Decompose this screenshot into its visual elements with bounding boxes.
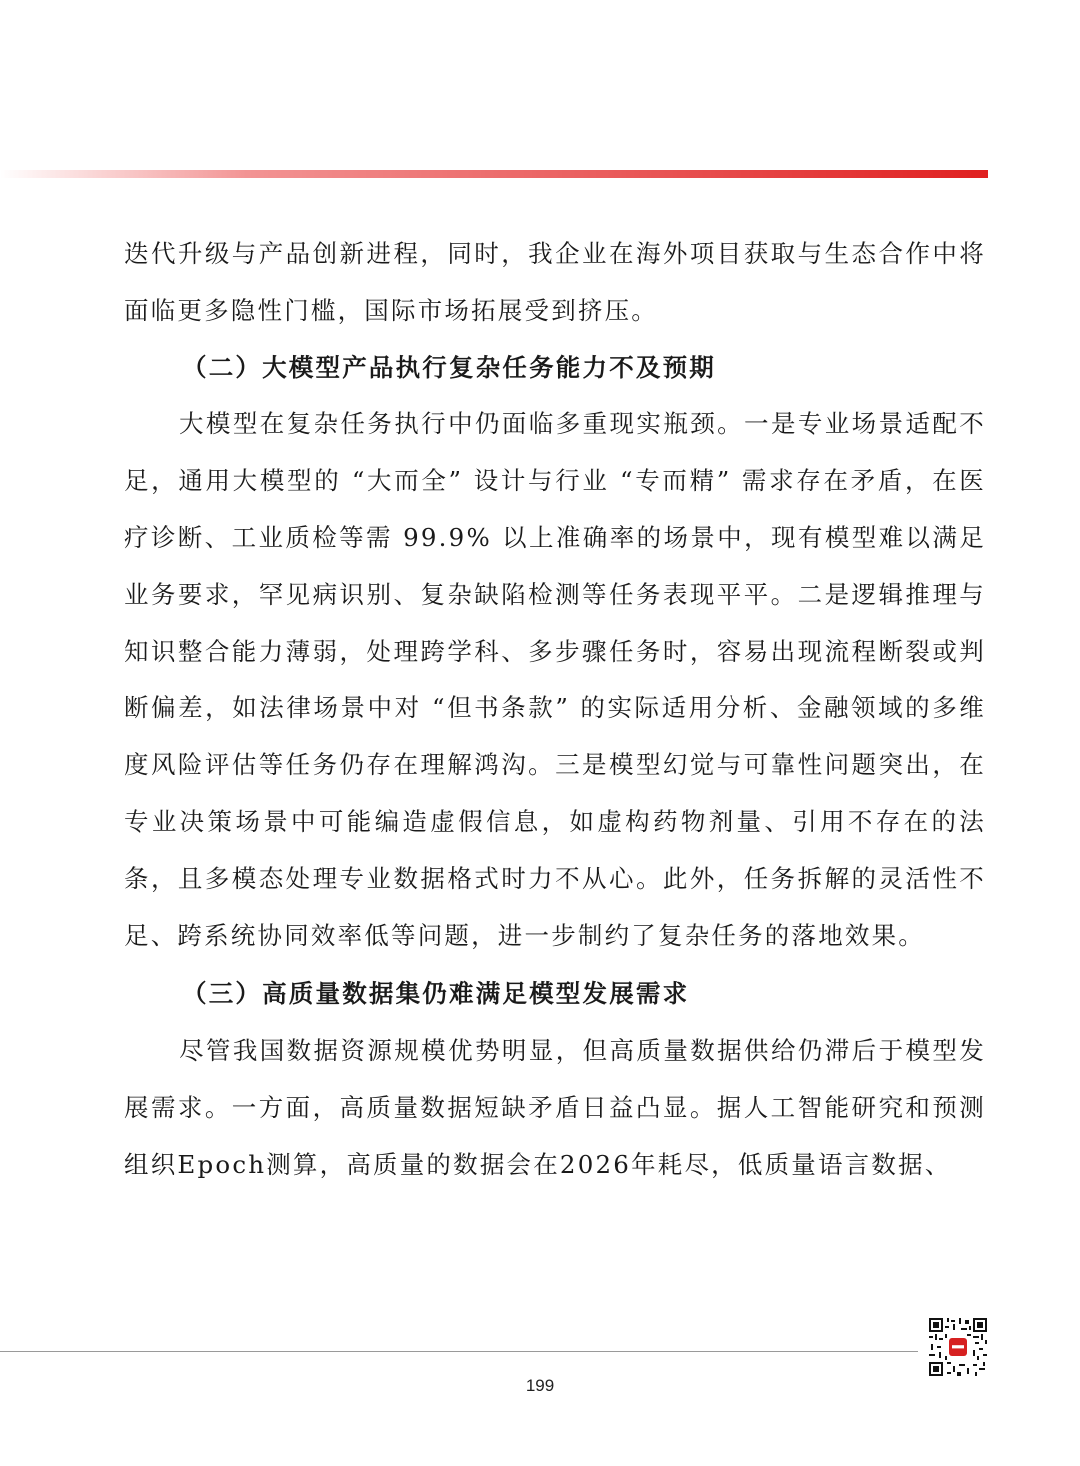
qr-code-icon xyxy=(929,1318,987,1376)
section-heading-3: （三）高质量数据集仍难满足模型发展需求 xyxy=(182,979,690,1009)
paragraph-section-3: 尽管我国数据资源规模优势明显，但高质量数据供给仍滞后于模型发展需求。一方面，高质量数据短缺矛盾日益凸显。据人工智能研究和预测组织Epoch测算，高质量的数据会在2026年耗尽，低质量语言数据、 xyxy=(124,1036,986,1179)
paragraph-section-2: 大模型在复杂任务执行中仍面临多重现实瓶颈。一是专业场景适配不足，通用大模型的 “大而全” 设计与行业 “专而精” 需求存在矛盾，在医疗诊断、工业质检等需 99.9% 以上准确率的场景中，现有模型难以满足业务要求，罕见病识别、复杂缺陷检测等任务表现平平。二是逻辑推理与知识整合能力薄弱，处理跨学科、多步骤任务时，容易出现流程断裂或判断偏差，如法律场景中对 “但书条款” 的实际适用分析、金融领域的多维度风险评估等任务仍存在理解鸿沟。三是模型幻觉与可靠性问题突出，在专业决策场景中可能编造虚假信息，如虚构药物剂量、引用不存在的法条，且多模态处理专业数据格式时力不从心。此外，任务拆解的灵活性不足、跨系统协同效率低等问题，进一步制约了复杂任务的落地效果。 xyxy=(124,409,986,950)
footer-divider xyxy=(0,1351,918,1352)
section-heading-2: （二）大模型产品执行复杂任务能力不及预期 xyxy=(182,352,716,382)
header-accent-bar xyxy=(0,170,988,178)
paragraph-continued: 迭代升级与产品创新进程，同时，我企业在海外项目获取与生态合作中将面临更多隐性门槛，国际市场拓展受到挤压。 xyxy=(124,239,986,325)
page-number: 199 xyxy=(525,1376,555,1395)
page-body xyxy=(124,226,986,1194)
